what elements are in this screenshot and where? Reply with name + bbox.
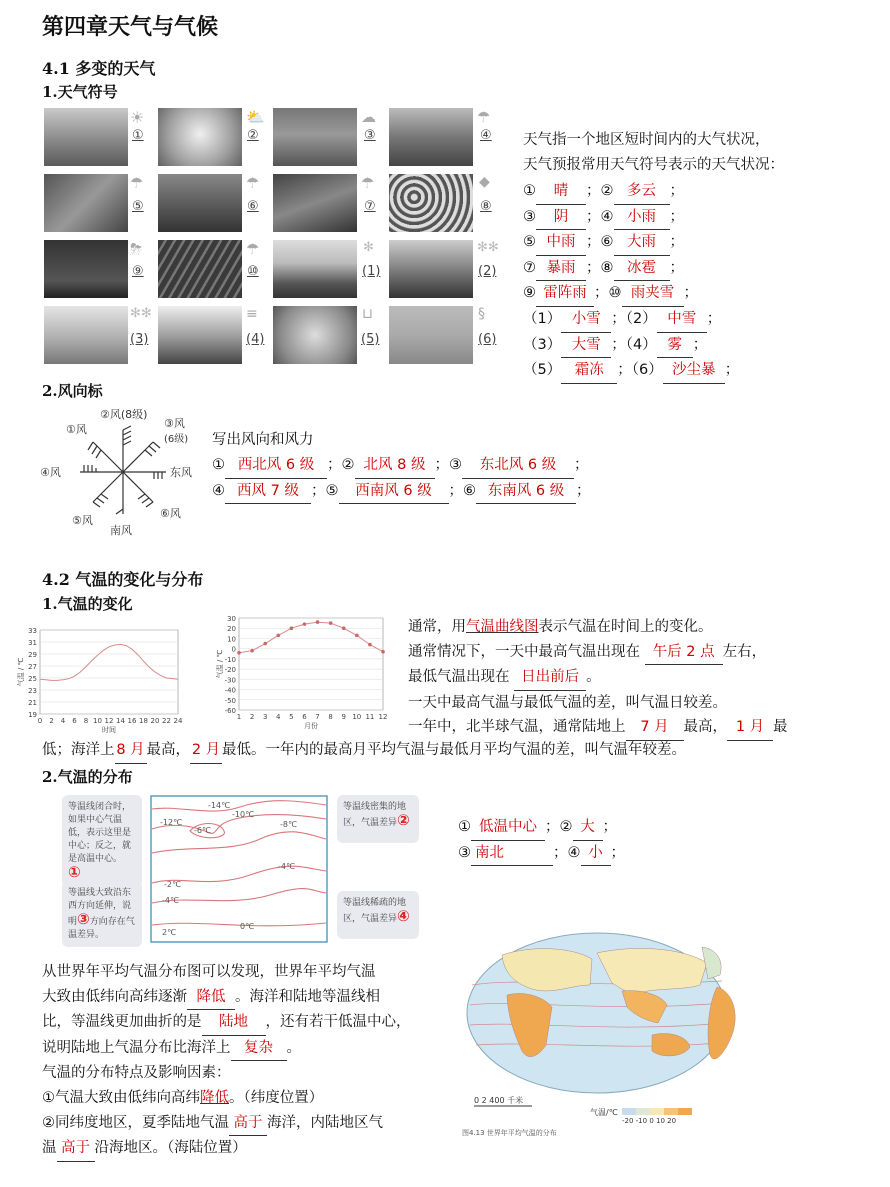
y-tick-label: 21 xyxy=(28,699,37,707)
isotherm-label: -6℃ xyxy=(194,826,211,835)
y-tick-label: 20 xyxy=(227,625,236,634)
x-tick-label: 22 xyxy=(162,717,171,725)
answer-blank: 冰雹 xyxy=(614,256,670,282)
data-point xyxy=(237,651,241,655)
fog-icon: ≡ xyxy=(246,306,258,322)
answer-blank: 高于 xyxy=(57,1136,95,1162)
x-tick-label: 6 xyxy=(72,717,77,725)
y-tick-label: 23 xyxy=(28,687,37,695)
answer-blank: 南北 xyxy=(471,841,553,867)
weather-answer-row: （5） 霜冻 ；（6） 沙尘暴 ； xyxy=(523,358,739,384)
y-tick-label: -40 xyxy=(224,686,236,695)
isotherm-label: -14℃ xyxy=(208,801,231,810)
callout-marker: ① xyxy=(68,863,81,881)
y-axis-label: 气温 / ℃ xyxy=(17,657,25,687)
x-tick-label: 4 xyxy=(276,713,281,721)
isotherm-label: 2℃ xyxy=(162,928,177,937)
answer-blank: 西北风 6 级 xyxy=(225,453,327,479)
answer-blank: 大雨 xyxy=(614,230,670,256)
y-tick-label: -50 xyxy=(224,696,236,705)
data-point xyxy=(263,642,267,646)
text-line: ②同纬度地区，夏季陆地气温 高于 海洋，内陆地区气 xyxy=(42,1111,411,1137)
isotherm-label: -8℃ xyxy=(280,820,297,829)
isotherm-map xyxy=(150,795,328,943)
photo-heavy-rain xyxy=(158,174,242,232)
section-heading-4-2: 4.2 气温的变化与分布 xyxy=(42,570,204,589)
answer-blank: 大雪 xyxy=(561,333,611,359)
weather-number: ④ xyxy=(480,128,492,143)
y-tick-label: 31 xyxy=(28,639,37,647)
wind-answers xyxy=(212,453,591,504)
thunderstorm-icon: ⛈ xyxy=(130,240,143,258)
answer-blank: 阴 xyxy=(536,205,586,231)
x-tick-label: 0 xyxy=(37,717,43,725)
x-tick-label: 6 xyxy=(302,713,307,721)
weather-number: ⑤ xyxy=(132,199,144,214)
x-tick-label: 4 xyxy=(60,717,66,725)
wind-label: ③风 xyxy=(164,417,185,430)
data-point xyxy=(355,634,359,638)
photo-moderate-rain xyxy=(44,174,128,232)
answer-blank: 午后 2 点 xyxy=(645,640,723,666)
heavy-rain-icon: ☂ xyxy=(246,174,260,192)
callout-marker: ④ xyxy=(397,907,410,925)
y-axis-label: 气温 / ℃ xyxy=(216,649,224,679)
callout-direction: 等温线大致沿东西方向延伸，说明③方向存在气温差异。 xyxy=(62,881,142,947)
photo-hail xyxy=(389,174,473,232)
weather-number: ③ xyxy=(364,128,376,143)
photo-heavy-snow xyxy=(44,306,128,364)
weather-answer-row: ⑨ 雷阵雨 ；⑩ 雨夹雪 ； xyxy=(523,281,739,307)
text-line: 从世界年平均气温分布图可以发现，世界年平均气温 xyxy=(42,964,376,980)
isotherm-label: -12℃ xyxy=(160,818,183,827)
photo-moderate-snow xyxy=(389,240,473,298)
answer-blank: 复杂 xyxy=(231,1036,287,1062)
x-tick-label: 12 xyxy=(104,717,114,725)
data-point xyxy=(250,649,254,653)
light-rain-icon: ☂ xyxy=(477,108,491,126)
x-tick-label: 14 xyxy=(116,717,125,725)
isotherm-label: -10℃ xyxy=(232,810,255,819)
weather-answer-row: ⑤ 中雨 ；⑥ 大雨 ； xyxy=(523,230,739,256)
weather-answer-row: （3） 大雪 ；（4） 雾 ； xyxy=(523,333,739,359)
data-point xyxy=(290,626,294,630)
y-tick-label: 29 xyxy=(28,651,37,659)
callout-marker: ③ xyxy=(77,910,90,928)
data-point xyxy=(342,626,346,630)
answer-blank: 中雨 xyxy=(536,230,586,256)
x-tick-label: 9 xyxy=(341,713,346,721)
x-tick-label: 8 xyxy=(328,713,333,721)
chart-frame xyxy=(239,618,383,710)
answer-blank: 气温曲线图 xyxy=(466,619,539,635)
weather-answer-row: ③ 阴 ；④ 小雨 ； xyxy=(523,205,739,231)
weather-number: ⑩ xyxy=(247,264,259,279)
x-tick-label: 1 xyxy=(236,713,242,721)
x-tick-label: 3 xyxy=(262,713,268,721)
photo-thunderstorm xyxy=(44,240,128,298)
photo-frost xyxy=(273,306,357,364)
answer-blank: 高于 xyxy=(229,1111,267,1137)
wind-label: ②风(8级) xyxy=(100,408,148,421)
text-line: 一年中，北半球气温，通常陆地上 7 月 最高， 1 月 最 xyxy=(408,715,788,741)
answer-blank: 中雪 xyxy=(657,307,707,333)
answer-blank: 沙尘暴 xyxy=(663,358,725,384)
answer-blank: 降低 xyxy=(187,985,235,1011)
text-line: 气温的分布特点及影响因素： xyxy=(42,1065,231,1082)
y-tick-label: -20 xyxy=(224,666,236,675)
answer-blank: 东南风 6 级 xyxy=(476,479,576,505)
rainstorm-icon: ☂ xyxy=(361,174,375,192)
sandstorm-icon: § xyxy=(478,306,485,322)
distribution-answers xyxy=(458,815,625,866)
weather-answer-row: （1） 小雪 ；（2） 中雪 ； xyxy=(523,307,739,333)
partly-cloudy-icon: ⛅ xyxy=(246,108,265,126)
text-line: 一天中最高气温与最低气温的差，叫气温日较差。 xyxy=(408,694,727,711)
weather-intro-2: 天气预报常用天气符号表示的天气状况： xyxy=(523,157,784,173)
wind-label: ⑤风 xyxy=(72,514,93,527)
sleet-icon: ☂ xyxy=(246,240,260,258)
callout-low-center: 等温线闭合时，如果中心气温低，表示这里是中心；反之，就是高温中心。 ① xyxy=(62,795,142,887)
weather-number: ② xyxy=(247,128,259,143)
weather-number: ① xyxy=(132,128,144,143)
light-snow-icon: ✻ xyxy=(363,240,374,255)
answer-blank: 雾 xyxy=(657,333,693,359)
x-tick-label: 11 xyxy=(365,713,375,721)
isotherm-label: -2℃ xyxy=(164,880,181,889)
weather-number: ⑥ xyxy=(247,199,259,214)
callout-dense: 等温线密集的地区，气温差异② xyxy=(337,795,419,843)
sun-icon: ☀ xyxy=(130,108,145,127)
section-heading-4-1: 4.1 多变的天气 xyxy=(42,59,156,78)
dist-answer-row: ① 低温中心 ；② 大 ； xyxy=(458,815,625,841)
callout-sparse: 等温线稀疏的地区，气温差异④ xyxy=(337,891,419,939)
answer-blank: 1 月 xyxy=(727,715,773,741)
data-point xyxy=(276,634,280,638)
moderate-snow-icon: ✻✻ xyxy=(477,240,499,255)
wind-answer-row: ① 西北风 6 级 ；② 北风 8 级 ；③ 东北风 6 级 ； xyxy=(212,453,591,479)
series-line xyxy=(239,622,383,653)
map-legend-scale xyxy=(622,1108,692,1115)
wind-label: (6级) xyxy=(164,434,189,445)
answer-blank: 暴雨 xyxy=(536,256,586,282)
answer-blank: 7 月 xyxy=(626,715,684,741)
page-title: 第四章天气与气候 xyxy=(42,14,219,40)
x-tick-label: 10 xyxy=(93,717,102,725)
weather-number: (3) xyxy=(130,332,149,347)
answer-blank: 西南风 6 级 xyxy=(339,479,449,505)
x-tick-label: 18 xyxy=(139,717,148,725)
weather-answer-row: ⑦ 暴雨 ；⑧ 冰雹 ； xyxy=(523,256,739,282)
isotherm-label: -4℃ xyxy=(278,862,295,871)
answer-blank: 大 xyxy=(573,815,603,841)
text-line: 比，等温线更加曲折的是 陆地 ，还有若干低温中心， xyxy=(42,1010,411,1036)
isotherm-label: -4℃ xyxy=(162,896,179,905)
answer-blank: 雷阵雨 xyxy=(536,281,594,307)
wind-label: ④风 xyxy=(40,466,61,479)
x-tick-label: 5 xyxy=(289,713,294,721)
y-tick-label: 25 xyxy=(28,675,37,683)
data-point xyxy=(329,621,333,625)
answer-blank: 霜冻 xyxy=(561,358,617,384)
weather-number: (6) xyxy=(478,332,497,347)
answer-blank: 陆地 xyxy=(202,1010,266,1036)
answer-blank: 小雪 xyxy=(561,307,611,333)
y-tick-label: -60 xyxy=(224,707,236,715)
y-tick-label: 10 xyxy=(227,635,236,644)
text-line: 温 高于 沿海地区。（海陆位置） xyxy=(42,1136,411,1162)
weather-number: (1) xyxy=(362,264,381,279)
subheading-weather-symbols: 1.天气符号 xyxy=(42,83,118,101)
map-caption: 图4.13 世界年平均气温的分布 xyxy=(462,1129,557,1137)
y-tick-label: 30 xyxy=(227,615,236,623)
answer-blank: 日出前后 xyxy=(514,665,586,691)
photo-fog xyxy=(158,306,242,364)
photo-sleet xyxy=(158,240,242,298)
wind-label: 南风 xyxy=(110,524,132,537)
x-axis-label: 时间 xyxy=(102,726,116,734)
answer-blank: 东北风 6 级 xyxy=(462,453,574,479)
data-point xyxy=(381,650,385,654)
x-axis-label: 月份 xyxy=(304,722,318,730)
photo-cloudy xyxy=(158,108,242,166)
y-tick-label: -30 xyxy=(224,676,236,685)
weather-number: ⑨ xyxy=(132,264,144,279)
subheading-wind-vane: 2.风向标 xyxy=(42,382,103,400)
x-tick-label: 16 xyxy=(127,717,137,725)
heavy-snow-icon: ✻✻ xyxy=(130,306,152,321)
x-tick-label: 24 xyxy=(173,717,183,725)
overcast-icon: ☁ xyxy=(361,108,376,126)
answer-blank: 多云 xyxy=(614,179,670,205)
callout-marker: ② xyxy=(397,811,410,829)
map-scale: 0 2 400 千米 xyxy=(474,1096,524,1105)
y-tick-label: 27 xyxy=(28,663,37,671)
weather-intro-1: 天气指一个地区短时间内的大气状况， xyxy=(523,132,770,148)
weather-photo-grid xyxy=(42,106,512,370)
answer-blank: 8 月 xyxy=(115,738,147,764)
weather-number: (5) xyxy=(361,332,380,347)
x-tick-label: 7 xyxy=(315,713,320,721)
dist-answer-row: ③ 南北 ；④ 小 ； xyxy=(458,841,625,867)
x-tick-label: 8 xyxy=(83,717,89,725)
x-tick-label: 10 xyxy=(352,713,362,721)
answer-blank: 小 xyxy=(581,841,611,867)
world-temperature-map xyxy=(462,925,732,1140)
hail-icon: ◆ xyxy=(479,174,490,190)
answer-blank: 小雨 xyxy=(614,205,670,231)
data-point xyxy=(368,643,372,647)
map-legend-title: 气温/℃ xyxy=(590,1108,618,1117)
answer-blank: 低温中心 xyxy=(471,815,545,841)
y-tick-label: 19 xyxy=(28,711,37,719)
moderate-rain-icon: ☂ xyxy=(130,174,144,192)
y-tick-label: 0 xyxy=(231,645,236,654)
map-legend-ticks: -20 -10 0 10 20 xyxy=(622,1117,677,1125)
subheading-temp-distribution: 2.气温的分布 xyxy=(42,768,133,786)
series-line xyxy=(40,644,178,680)
distribution-paragraph xyxy=(42,960,411,1162)
photo-rainstorm xyxy=(273,174,357,232)
wind-vane-diagram xyxy=(38,404,208,540)
photo-overcast xyxy=(273,108,357,166)
data-point xyxy=(316,620,320,624)
weather-number: (2) xyxy=(478,264,497,279)
photo-sandstorm xyxy=(389,306,473,364)
answer-blank: 晴 xyxy=(536,179,586,205)
text-line: 最低气温出现在 日出前后 。 xyxy=(408,665,788,691)
x-tick-label: 20 xyxy=(150,717,160,725)
data-point xyxy=(303,622,307,626)
text-line: 通常，用气温曲线图表示气温在时间上的变化。 xyxy=(408,619,713,635)
weather-number: ⑧ xyxy=(480,199,492,214)
answer-blank: 雨夹雪 xyxy=(622,281,684,307)
wind-label: ⑥风 xyxy=(160,507,181,520)
daily-temperature-chart xyxy=(17,618,210,740)
photo-sunny xyxy=(44,108,128,166)
wind-intro: 写出风向和风力 xyxy=(212,432,314,448)
photo-light-snow xyxy=(273,240,357,298)
wind-answer-row: ④ 西风 7 级 ；⑤ 西南风 6 级 ；⑥ 东南风 6 级 ； xyxy=(212,479,591,505)
subheading-temp-change: 1.气温的变化 xyxy=(42,595,133,613)
text-line: 大致由低纬向高纬逐渐 降低 。海洋和陆地等温线相 xyxy=(42,985,411,1011)
answer-blank: 2 月 xyxy=(190,738,222,764)
weather-number: (4) xyxy=(246,332,265,347)
chart-frame xyxy=(40,630,178,714)
answer-blank: 西风 7 级 xyxy=(225,479,311,505)
isotherm-diagram xyxy=(62,795,452,945)
text-line: 通常情况下，一天中最高气温出现在 午后 2 点 左右， xyxy=(408,640,788,666)
frost-icon: ⊔ xyxy=(362,306,373,322)
isotherm-label: 0℃ xyxy=(240,922,255,931)
weather-number: ⑦ xyxy=(364,199,376,214)
x-tick-label: 2 xyxy=(49,717,54,725)
x-tick-label: 2 xyxy=(249,713,255,721)
x-tick-label: 12 xyxy=(378,713,388,721)
answer-blank: 降低 xyxy=(200,1089,229,1106)
temp-change-text-cont: 低；海洋上 8 月 最高， 2 月 最低。一年内的最高月平均气温与最低月平均气温的差，叫气温年较差。 xyxy=(42,738,686,764)
temp-change-text xyxy=(408,615,788,741)
text-line: 说明陆地上气温分布比海洋上 复杂 。 xyxy=(42,1036,411,1062)
annual-temperature-chart xyxy=(205,610,395,742)
photo-light-rain xyxy=(389,108,473,166)
answer-blank: 北风 8 级 xyxy=(355,453,435,479)
wind-label: ①风 xyxy=(66,423,87,436)
weather-answer-row: ① 晴 ；② 多云 ； xyxy=(523,179,739,205)
weather-answers xyxy=(523,179,739,384)
text-line: ①气温大致由低纬向高纬降低。（纬度位置） xyxy=(42,1089,324,1106)
y-tick-label: 33 xyxy=(28,627,37,635)
wind-label: 东风 xyxy=(170,466,192,479)
y-tick-label: -10 xyxy=(224,655,236,664)
